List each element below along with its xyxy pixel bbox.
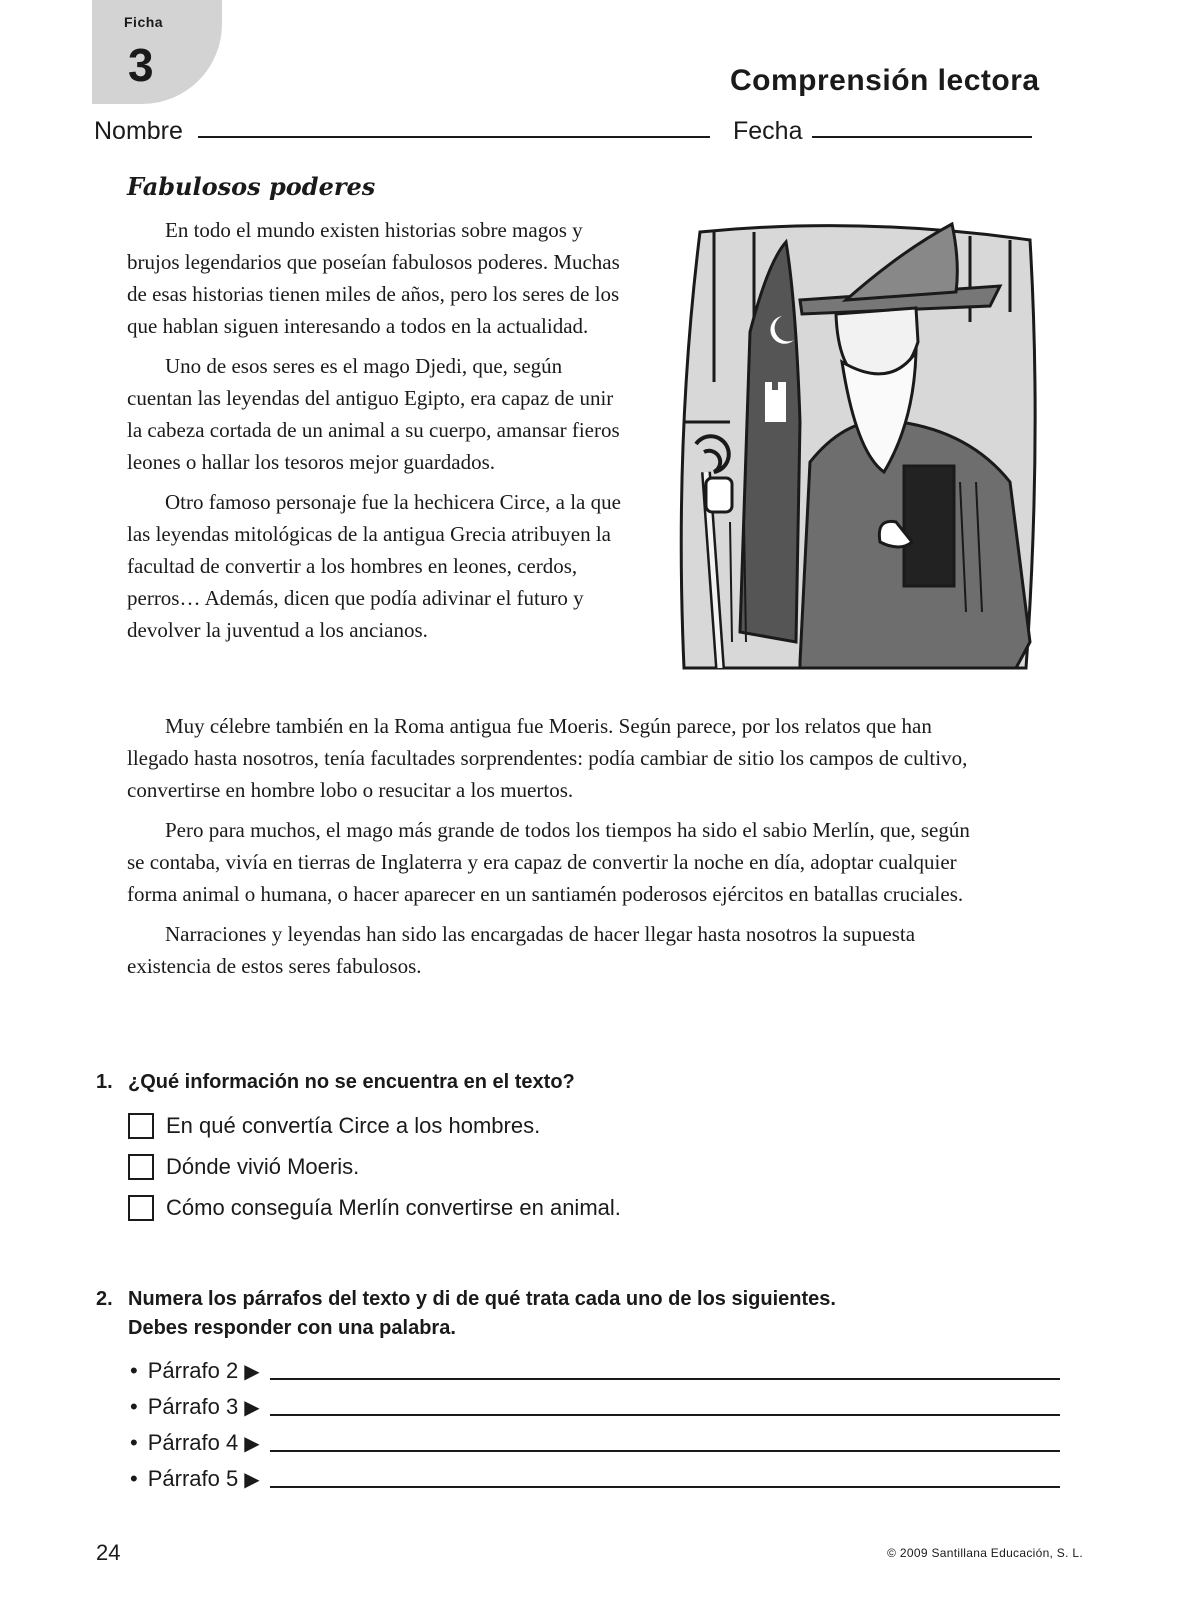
question-1-option	[128, 1195, 621, 1221]
paragraph-block-bottom	[127, 710, 987, 982]
story-paragraph-5: Pero para muchos, el mago más grande de todos los tiempos ha sido el sabio Merlín, que, según se contaba, vivía en tierras de Inglaterra y era capaz de convertir la noche en día, adoptar cualquier forma animal o humana, o hacer aparecer en un santiamén poderosos ejércitos en batallas cruciales.	[127, 818, 970, 906]
bullet-icon: •	[130, 1466, 138, 1491]
option-2-label: Dónde vivió Moeris.	[166, 1154, 360, 1179]
question-1-text: ¿Qué información no se encuentra en el texto?	[128, 1071, 575, 1093]
date-field[interactable]	[812, 136, 1032, 138]
name-label: Nombre	[94, 117, 183, 145]
bullet-icon: •	[130, 1394, 138, 1419]
paragraph-answer-row	[130, 1430, 1060, 1456]
option-1-checkbox[interactable]	[128, 1113, 154, 1139]
story-paragraph-2: Uno de esos seres es el mago Djedi, que, según cuentan las leyendas del antiguo Egipto, era capaz de unir la cabeza cortada de un animal a su cuerpo, amansar fieros leones o hallar los tesoros mejor guardados.	[127, 354, 620, 474]
page-title: Comprensión lectora	[730, 64, 1040, 97]
paragraph-block-top	[127, 214, 627, 646]
question-2-number: 2.	[96, 1288, 113, 1310]
paragraph-answer-row	[130, 1394, 1060, 1420]
name-field[interactable]	[198, 136, 710, 138]
arrow-right-icon: ▶	[244, 1433, 260, 1455]
option-3-label: Cómo conseguía Merlín convertirse en animal.	[166, 1195, 621, 1220]
bullet-icon: •	[130, 1358, 138, 1383]
paragraph-label: Párrafo 3	[147, 1394, 239, 1419]
question-2-title	[96, 1285, 836, 1343]
date-label: Fecha	[733, 117, 803, 145]
story-paragraph-6: Narraciones y leyendas han sido las encargadas de hacer llegar hasta nosotros la supuesta existencia de estos seres fabulosos.	[127, 922, 916, 978]
arrow-right-icon: ▶	[244, 1361, 260, 1383]
question-1-number: 1.	[96, 1071, 113, 1093]
option-3-checkbox[interactable]	[128, 1195, 154, 1221]
question-1-option	[128, 1154, 359, 1180]
answer-line-5[interactable]	[270, 1486, 1060, 1488]
story-paragraph-1: En todo el mundo existen historias sobre magos y brujos legendarios que poseían fabulosos poderes. Muchas de esas historias tienen miles de años, pero los seres de los que hablan siguen interesando a todos en la actualidad.	[127, 218, 620, 338]
bullet-icon: •	[130, 1430, 138, 1455]
paragraph-answer-row	[130, 1466, 1060, 1492]
story-paragraph-3: Otro famoso personaje fue la hechicera Circe, a la que las leyendas mitológicas de la antigua Grecia atribuyen la facultad de convertir a los hombres en leones, cerdos, perros… Además, dicen que podía adivinar el futuro y devolver la juventud a los ancianos.	[127, 490, 621, 642]
paragraph-label: Párrafo 2	[147, 1358, 239, 1383]
answer-line-2[interactable]	[270, 1378, 1060, 1380]
ficha-label: Ficha	[124, 14, 164, 30]
question-2-line-1: Numera los párrafos del texto y di de qué trata cada uno de los siguientes.	[128, 1288, 836, 1310]
ficha-number: 3	[128, 39, 154, 91]
story-paragraph-4: Muy célebre también en la Roma antigua fue Moeris. Según parece, por los relatos que han llegado hasta nosotros, tenía facultades sorprendentes: podía cambiar de sitio los campos de cultivo, convertirse en hombre lobo o resucitar a los muertos.	[127, 714, 968, 802]
arrow-right-icon: ▶	[244, 1397, 260, 1419]
paragraph-label: Párrafo 5	[147, 1466, 239, 1491]
option-2-checkbox[interactable]	[128, 1154, 154, 1180]
question-1-title	[96, 1068, 575, 1097]
paragraph-label: Párrafo 4	[147, 1430, 239, 1455]
wizard-illustration-icon	[670, 222, 1058, 678]
story-title: Fabulosos poderes	[127, 172, 376, 201]
arrow-right-icon: ▶	[244, 1469, 260, 1491]
question-1-option	[128, 1113, 540, 1139]
question-2-line-2: Debes responder con una palabra.	[128, 1317, 456, 1339]
paragraph-answer-row	[130, 1358, 1060, 1384]
page-number: 24	[96, 1540, 121, 1565]
option-1-label: En qué convertía Circe a los hombres.	[166, 1113, 541, 1138]
copyright: © 2009 Santillana Educación, S. L.	[887, 1546, 1083, 1560]
answer-line-4[interactable]	[270, 1450, 1060, 1452]
answer-line-3[interactable]	[270, 1414, 1060, 1416]
